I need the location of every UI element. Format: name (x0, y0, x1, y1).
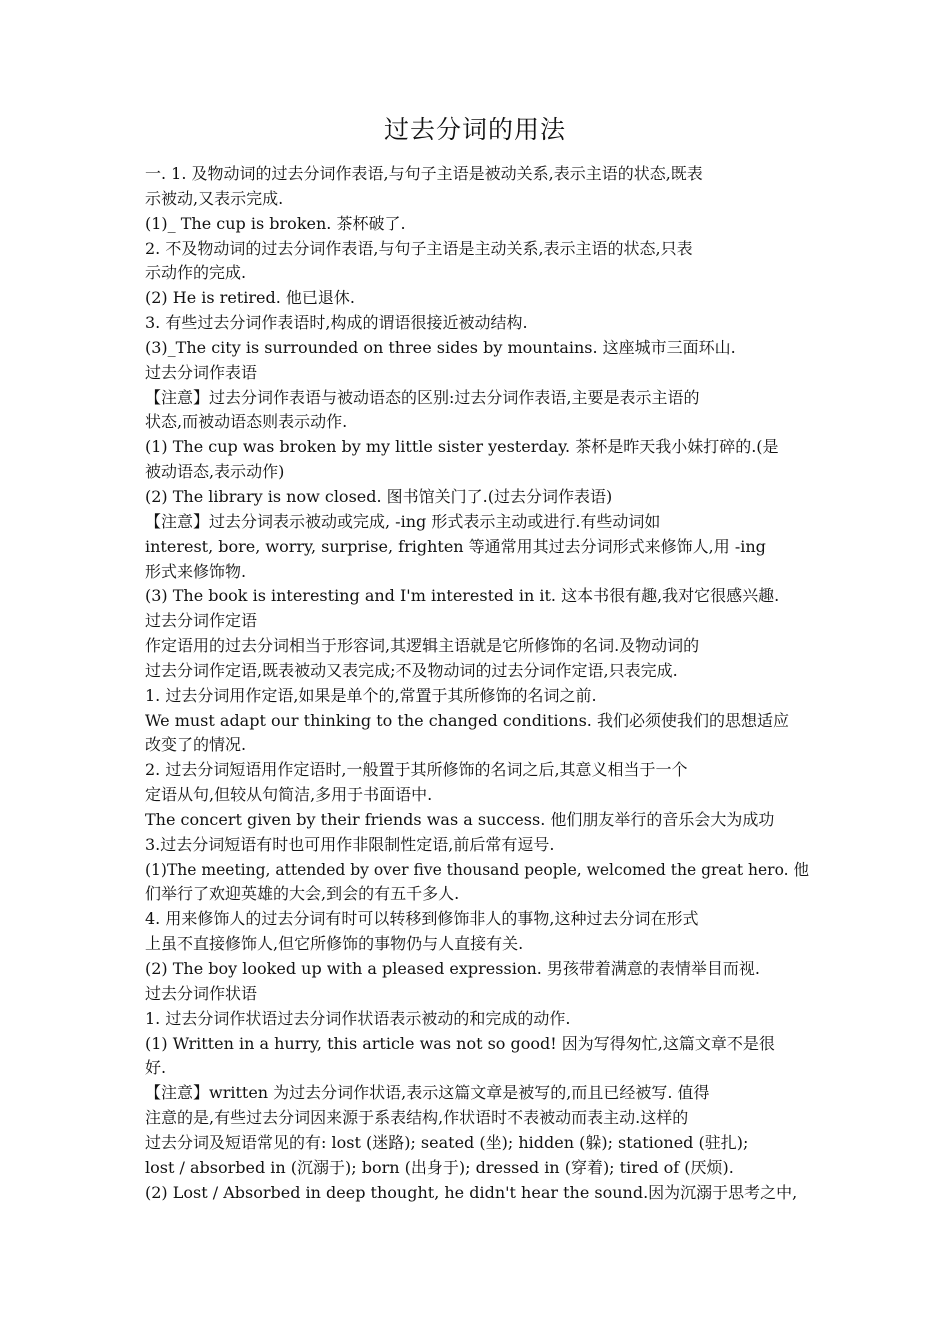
text-line: 状态,而被动语态则表示动作. (145, 412, 348, 432)
text-line: (2) Lost / Absorbed in deep thought, he didn't hear the sound.因为沉溺于思考之中, (145, 1182, 798, 1202)
text-line: 被动语态,表示动作) (145, 462, 285, 482)
page-title: 过去分词的用法 (383, 115, 566, 144)
text-line: (1)The meeting, attended by over five thousand people, welcomed the great hero. 他 (145, 859, 810, 879)
text-line: 2. 不及物动词的过去分词作表语,与句子主语是主动关系,表示主语的状态,只表 (145, 238, 693, 258)
text-line: 过去分词作定语,既表被动又表完成;不及物动词的过去分词作定语,只表完成. (145, 660, 678, 680)
text-line: 过去分词作定语 (145, 611, 258, 631)
text-line: 们举行了欢迎英雄的大会,到会的有五千多人. (145, 884, 460, 904)
text-line: 【注意】过去分词表示被动或完成, -ing 形式表示主动或进行.有些动词如 (145, 511, 661, 531)
text-line: 3.过去分词短语有时也可用作非限制性定语,前后常有逗号. (145, 834, 555, 854)
text-line: 一. 1. 及物动词的过去分词作表语,与句子主语是被动关系,表示主语的状态,既表 (145, 164, 703, 183)
text-line: 3. 有些过去分词作表语时,构成的谓语很接近被动结构. (145, 313, 528, 333)
text-line: 好. (145, 1058, 167, 1078)
text-line: 形式来修饰物. (145, 561, 247, 581)
text-line: 定语从句,但较从句简洁,多用于书面语中. (145, 785, 433, 805)
text-line: 4. 用来修饰人的过去分词有时可以转移到修饰非人的事物,这种过去分词在形式 (145, 909, 699, 929)
text-line: 【注意】过去分词作表语与被动语态的区别:过去分词作表语,主要是表示主语的 (145, 387, 700, 407)
text-line: 注意的是,有些过去分词因来源于系表结构,作状语时不表被动而表主动.这样的 (145, 1108, 689, 1128)
text-line: 示动作的完成. (145, 263, 247, 283)
text-line: 过去分词作表语 (145, 362, 258, 382)
text-line: The concert given by their friends was a success. 他们朋友举行的音乐会大为成功 (145, 809, 775, 829)
text-line: 过去分词作状语 (145, 983, 258, 1003)
text-line: 作定语用的过去分词相当于形容词,其逻辑主语就是它所修饰的名词.及物动词的 (145, 636, 700, 656)
document-body (145, 162, 809, 1205)
text-line: 上虽不直接修饰人,但它所修饰的事物仍与人直接有关. (145, 934, 524, 954)
text-line: 1. 过去分词用作定语,如果是单个的,常置于其所修饰的名词之前. (145, 685, 597, 705)
text-line: (1) The cup was broken by my little sister yesterday. 茶杯是昨天我小妹打碎的.(是 (145, 437, 779, 457)
text-line: lost / absorbed in (沉溺于); born (出身于); dressed in (穿着); tired of (厌烦). (145, 1157, 734, 1177)
text-line: interest, bore, worry, surprise, frighten 等通常用其过去分词形式来修饰人,用 -ing (145, 536, 766, 556)
text-line: (2) He is retired. 他已退休. (145, 288, 355, 308)
text-line: 【注意】written 为过去分词作状语,表示这篇文章是被写的,而且已经被写. 值得 (145, 1083, 710, 1103)
text-line: 示被动,又表示完成. (145, 188, 284, 208)
text-line: 2. 过去分词短语用作定语时,一般置于其所修饰的名词之后,其意义相当于一个 (145, 760, 688, 780)
text-line: (1) Written in a hurry, this article was not so good! 因为写得匆忙,这篇文章不是很 (145, 1033, 775, 1053)
text-line: 过去分词及短语常见的有: lost (迷路); seated (坐); hidden (躲); stationed (驻扎); (145, 1132, 749, 1152)
text-line: 改变了的情况. (145, 735, 247, 755)
text-line: (3) The book is interesting and I'm interested in it. 这本书很有趣,我对它很感兴趣. (145, 586, 780, 606)
text-line: (2) The library is now closed. 图书馆关门了.(过去分词作表语) (145, 486, 613, 506)
text-line: (3)_The city is surrounded on three sides by mountains. 这座城市三面环山. (145, 337, 736, 357)
text-line: 1. 过去分词作状语过去分词作状语表示被动的和完成的动作. (145, 1008, 571, 1028)
text-line: (1)_ The cup is broken. 茶杯破了. (145, 213, 406, 233)
text-line: (2) The boy looked up with a pleased expression. 男孩带着满意的表情举目而视. (145, 959, 761, 978)
text-line: We must adapt our thinking to the changed conditions. 我们必须使我们的思想适应 (145, 710, 789, 730)
